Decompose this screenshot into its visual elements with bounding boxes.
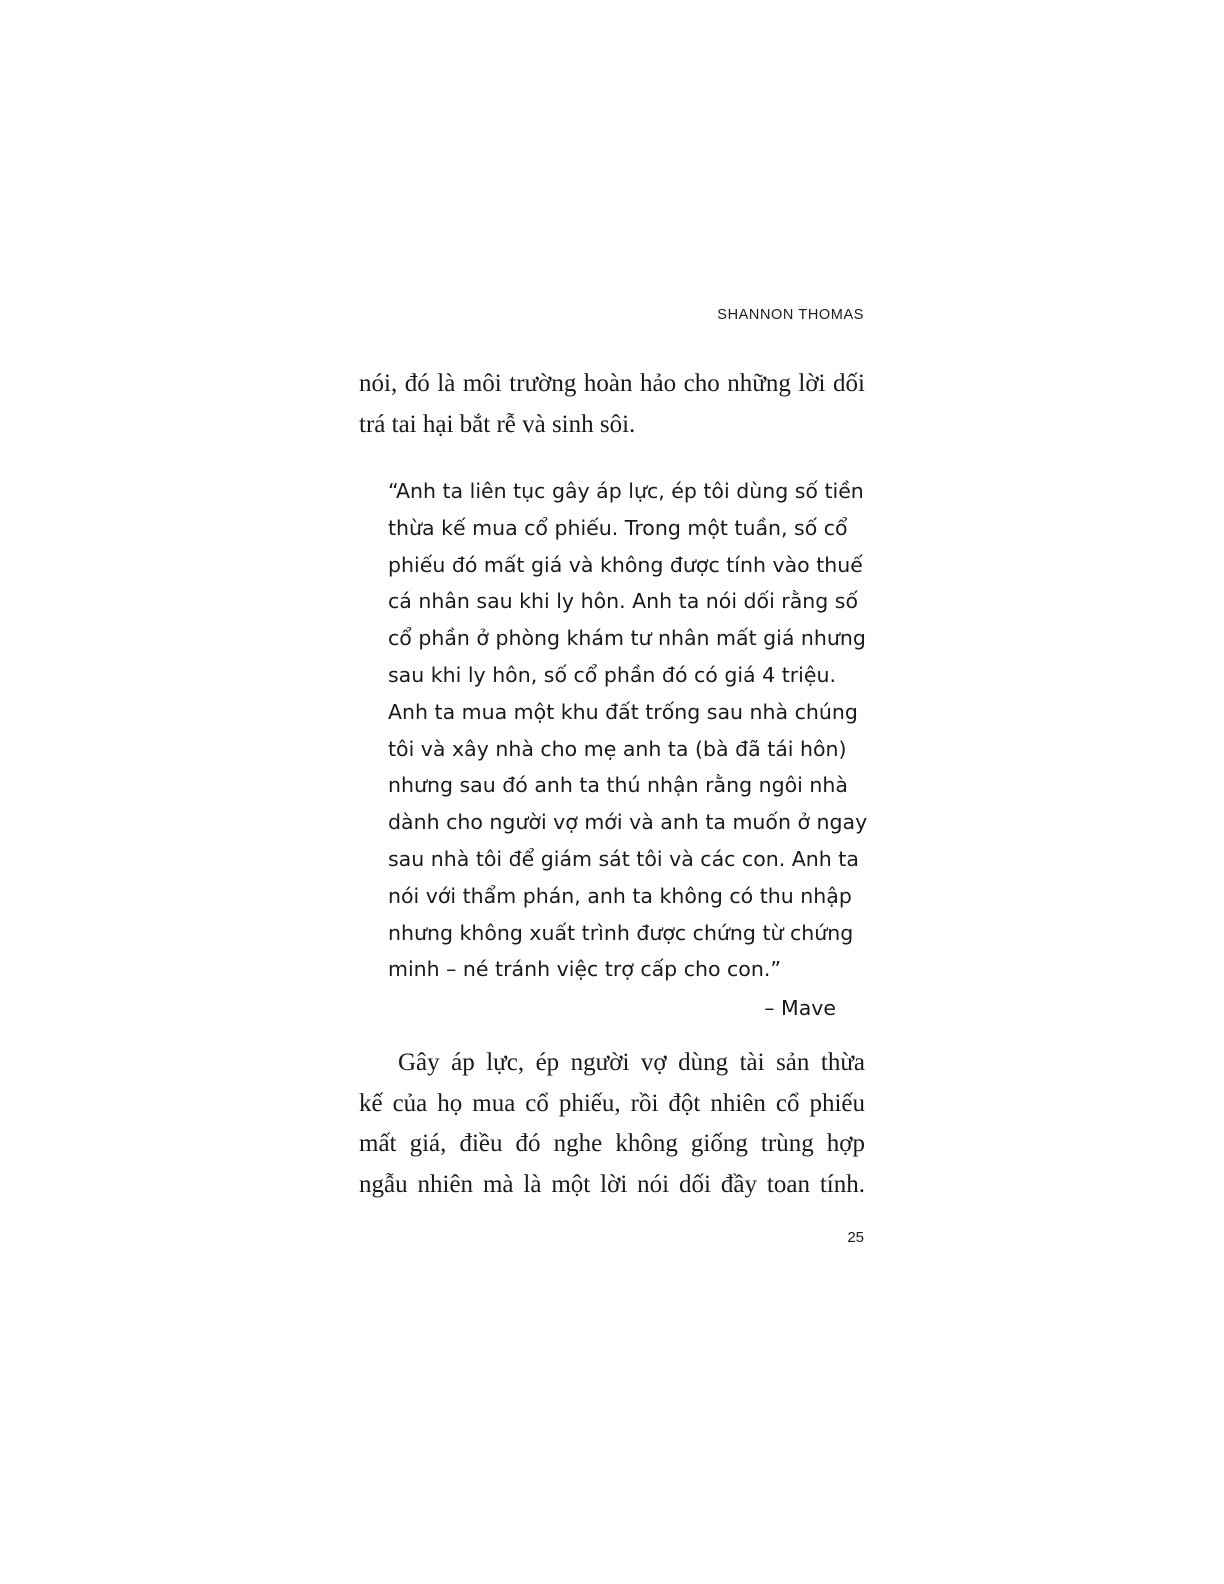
quote-line: “Anh ta liên tục gây áp lực, ép tôi dùng số tiền <box>388 479 864 503</box>
body-paragraph-1 <box>359 364 865 445</box>
quote-line: minh – né tránh việc trợ cấp cho con.” <box>388 957 781 982</box>
quote-line: cổ phần ở phòng khám tư nhân mất giá nhưng <box>388 626 866 651</box>
quote-attribution: – Mave <box>764 996 836 1020</box>
block-quote <box>388 473 868 988</box>
quote-line: dành cho người vợ mới và anh ta muốn ở ngay <box>388 810 868 835</box>
paragraph-line: ngẫu nhiên mà là một lời nói dối đầy toan tính. <box>359 1170 865 1198</box>
body-paragraph-2 <box>359 1043 865 1205</box>
quote-line: nhưng không xuất trình được chứng từ chứng <box>388 920 854 945</box>
paragraph-line: nói, đó là môi trường hoàn hảo cho những lời dối <box>359 370 865 397</box>
paragraph-line: trá tai hại bắt rễ và sinh sôi. <box>359 410 636 438</box>
paragraph-line: mất giá, điều đó nghe không giống trùng hợp <box>359 1130 865 1157</box>
paragraph-line: Gây áp lực, ép người vợ dùng tài sản thừa <box>398 1049 865 1076</box>
page-number: 25 <box>847 1229 864 1246</box>
paragraph-line: kế của họ mua cổ phiếu, rồi đột nhiên cổ phiếu <box>359 1089 865 1117</box>
quote-line: nói với thẩm phán, anh ta không có thu nhập <box>388 883 852 908</box>
quote-line: cá nhân sau khi ly hôn. Anh ta nói dối rằng số <box>388 589 859 614</box>
running-head-author: SHANNON THOMAS <box>717 307 864 323</box>
quote-line: phiếu đó mất giá và không được tính vào thuế <box>388 552 863 577</box>
quote-line: tôi và xây nhà cho mẹ anh ta (bà đã tái hôn) <box>388 736 847 761</box>
quote-line: Anh ta mua một khu đất trống sau nhà chúng <box>388 699 858 724</box>
quote-line: sau nhà tôi để giám sát tôi và các con. Anh ta <box>388 846 859 871</box>
quote-line: nhưng sau đó anh ta thú nhận rằng ngôi nhà <box>388 773 848 798</box>
quote-line: thừa kế mua cổ phiếu. Trong một tuần, số cổ <box>388 515 848 540</box>
quote-line: sau khi ly hôn, số cổ phần đó có giá 4 triệu. <box>388 662 836 687</box>
